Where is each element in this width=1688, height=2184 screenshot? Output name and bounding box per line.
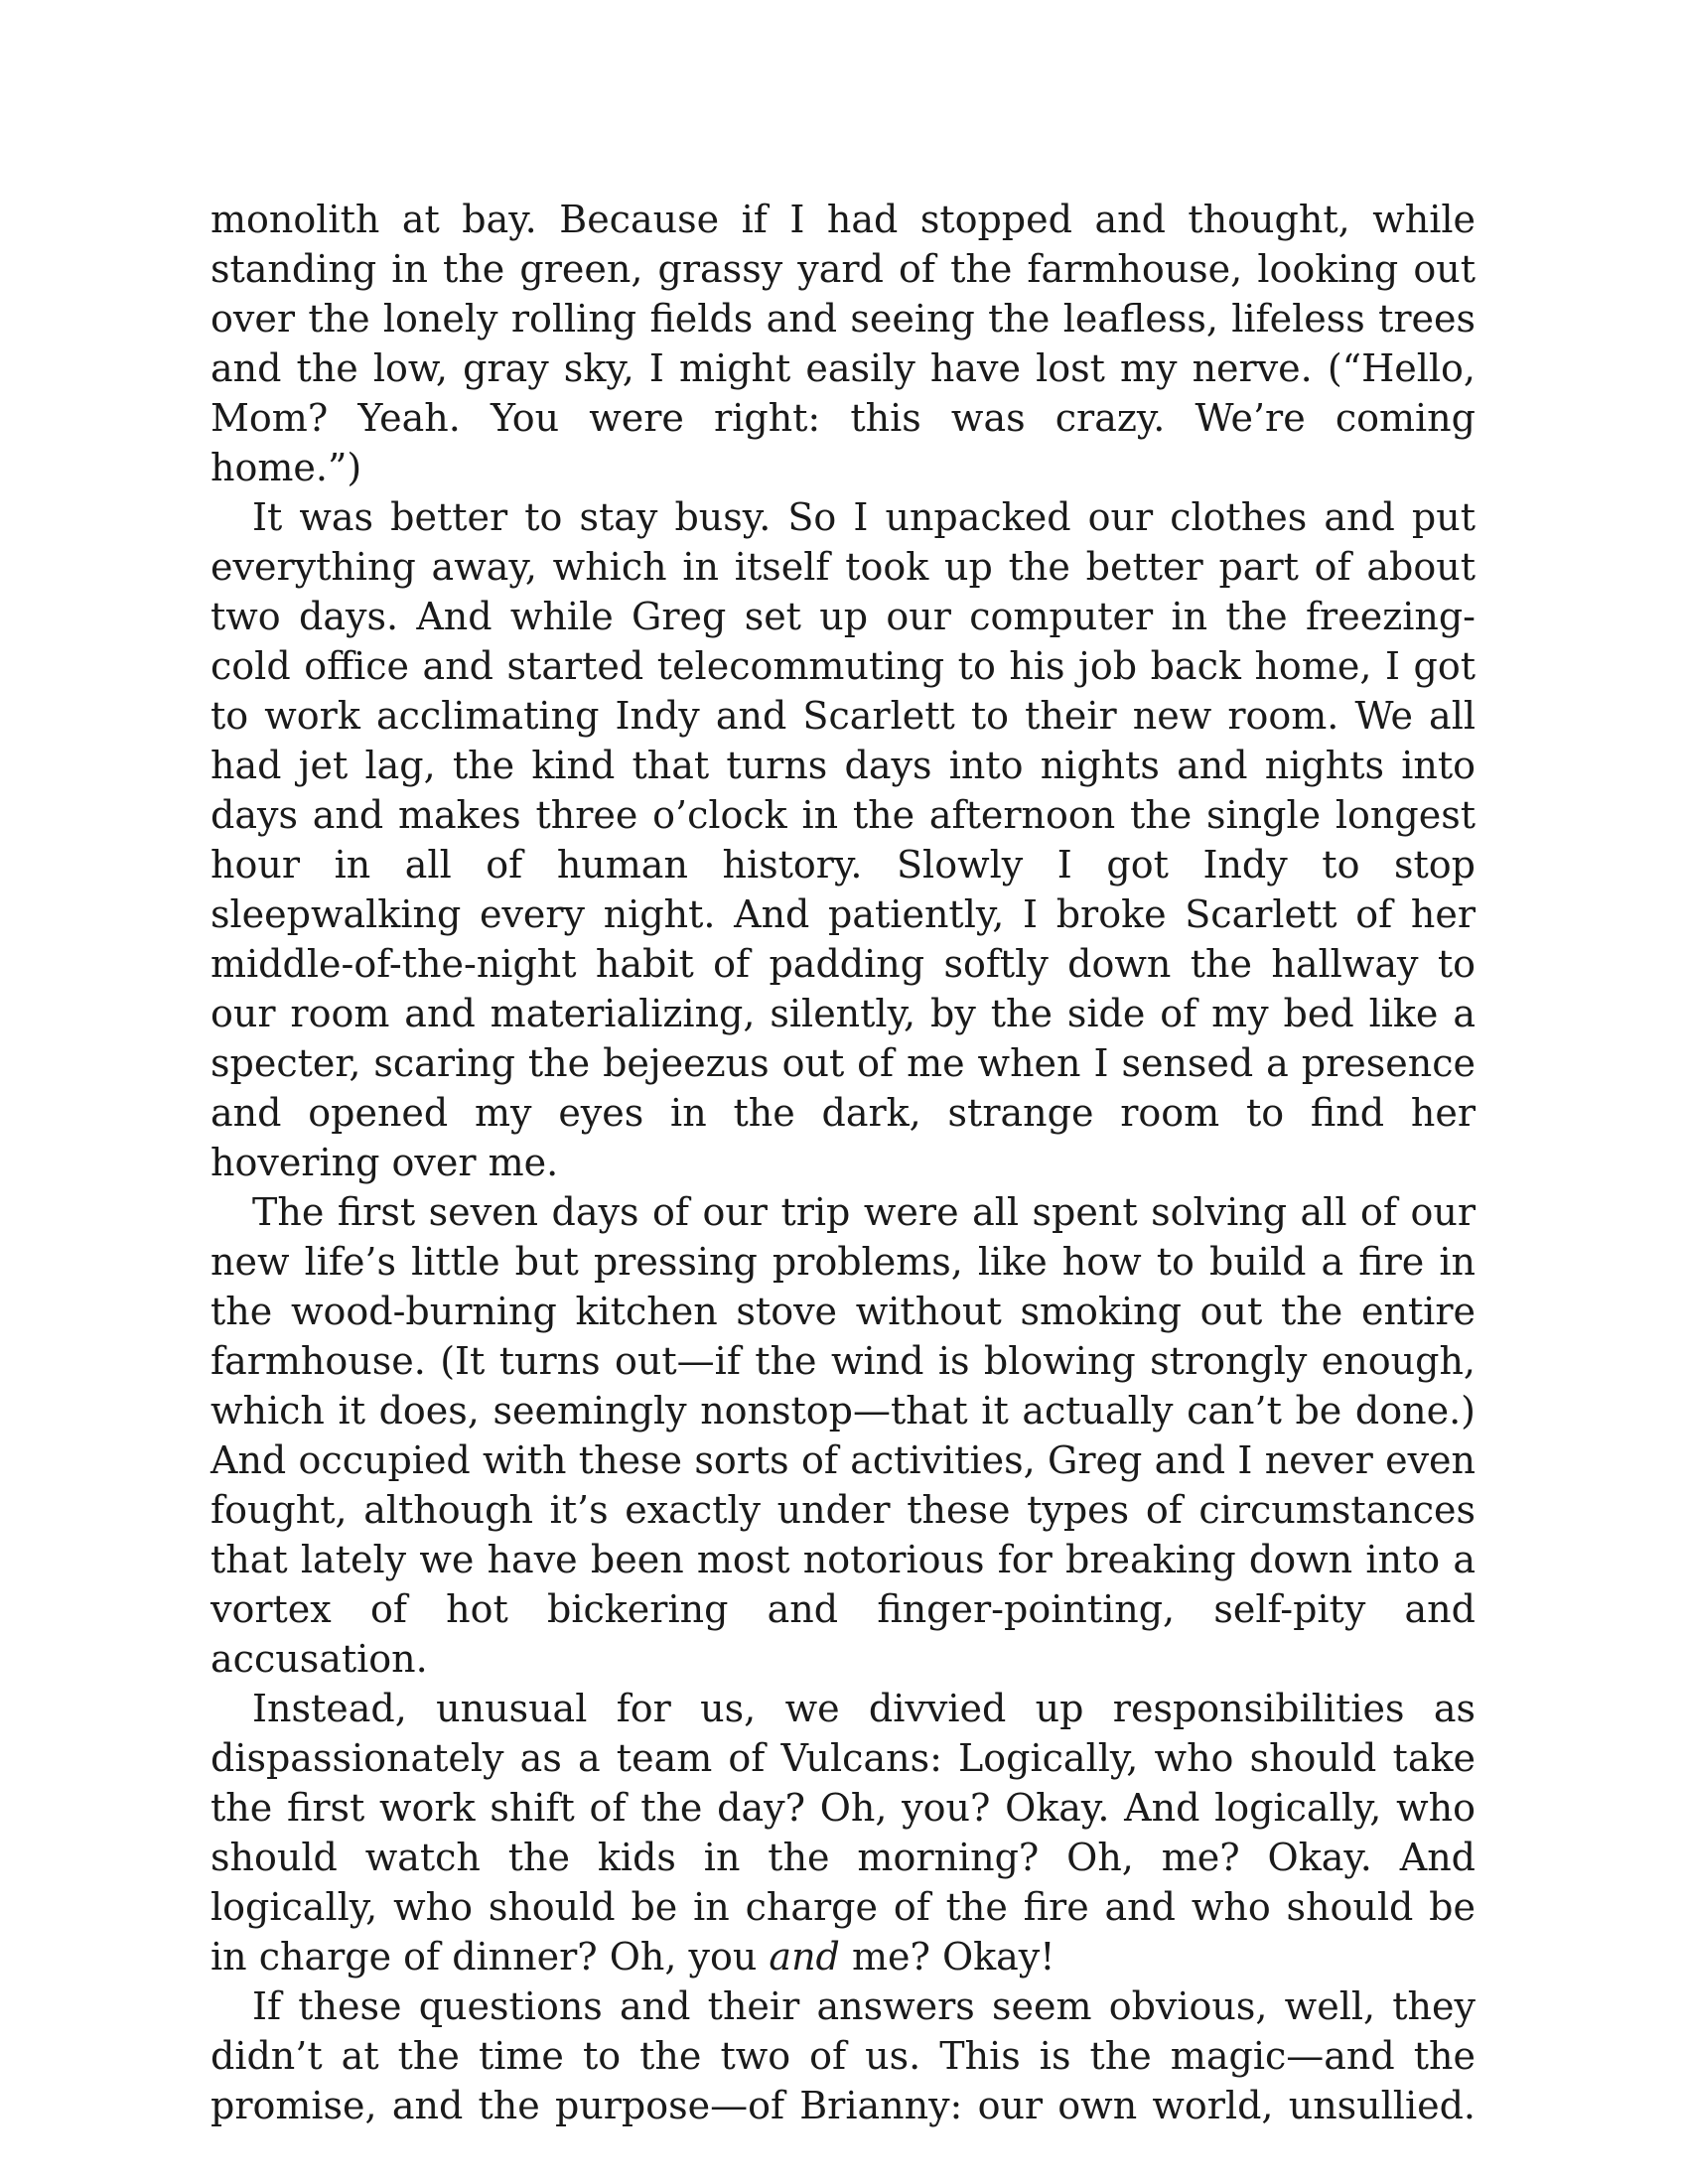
page-body (211, 195, 1476, 2130)
paragraph-1: monolith at bay. Because if I had stopped and thought, while standing in the green, grassy yard of the farmhouse, looking out over the lonely rolling fields and seeing the leafless, lifeless trees and the low, gray sky, I might easily have lost my nerve. (“Hello, Mom? Yeah. You were right: this was crazy. We’re coming home.”) (211, 198, 1476, 489)
paragraph-4-emphasis: and (769, 1935, 840, 1979)
paragraph-4-text-before: Instead, unusual for us, we divvied up responsibilities as dispassionately as a team of Vulcans: Logically, who should take the first work shift of the day? Oh, you? Okay. And logically, who should watch the kids in the morning? Oh, me? Okay. And logically, who should be in charge of the fire and who should be in charge of dinner? Oh, you (211, 1687, 1476, 1979)
paragraph-4 (211, 1684, 1476, 1981)
paragraph-2: It was better to stay busy. So I unpacked our clothes and put everything away, which in itself took up the better part of about two days. And while Greg set up our computer in the freezing-cold office and started telecommuting to his job back home, I got to work acclimating Indy and Scarlett to their new room. We all had jet lag, the kind that turns days into nights and nights into days and makes three o’clock in the afternoon the single longest hour in all of human history. Slowly I got Indy to stop sleepwalking every night. And patiently, I broke Scarlett of her middle-of-the-night habit of padding softly down the hallway to our room and materializing, silently, by the side of my bed like a specter, scaring the bejeezus out of me when I sensed a presence and opened my eyes in the dark, strange room to find her hovering over me. (211, 495, 1476, 1184)
paragraph-4-text-after: me? Okay! (839, 1935, 1055, 1979)
paragraph-5: If these questions and their answers seem obvious, well, they didn’t at the time to the two of us. This is the magic—and the promise, and the purpose—of Brianny: our own world, unsullied. (211, 1984, 1476, 2127)
paragraph-3: The first seven days of our trip were all spent solving all of our new life’s little but pressing problems, like how to build a fire in the wood-burning kitchen stove without smoking out the entire farmhouse. (It turns out—if the wind is blowing strongly enough, which it does, seemingly nonstop—that it actually can’t be done.) And occupied with these sorts of activities, Greg and I never even fought, although it’s exactly under these types of circumstances that lately we have been most notorious for breaking down into a vortex of hot bickering and finger-pointing, self-pity and accusation. (211, 1190, 1476, 1681)
